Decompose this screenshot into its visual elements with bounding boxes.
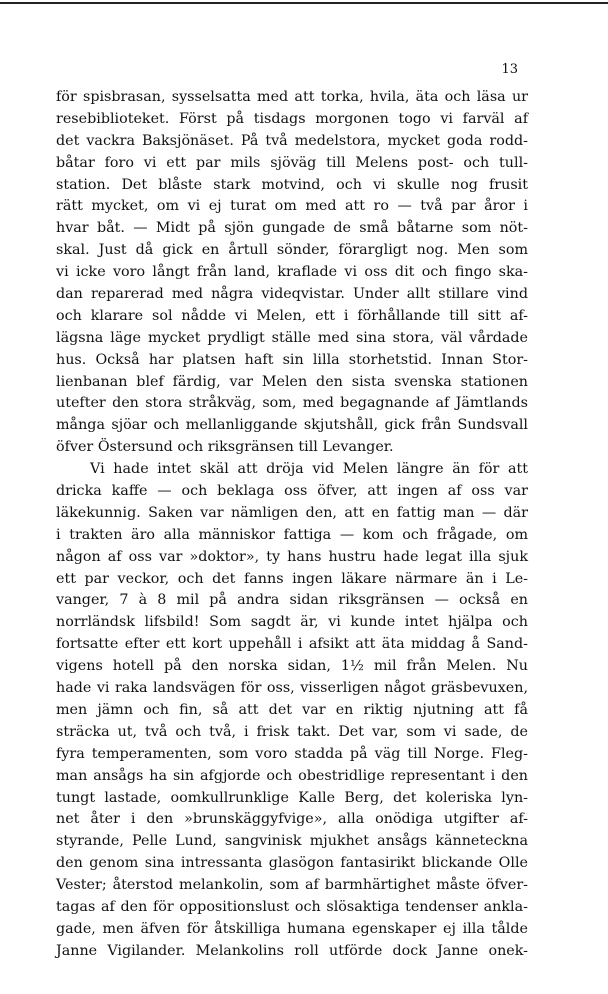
top-rule: [0, 2, 608, 4]
text-line: båtar foro vi ett par mils sjöväg till Melens post- och tull-: [56, 154, 528, 171]
text-line: det vackra Baksjönäset. På två medelstora, mycket goda rodd-: [56, 132, 528, 149]
text-line: fyra temperamenten, som voro stadda på väg till Norge. Fleg-: [56, 745, 528, 762]
text-line: styrande, Pelle Lund, sangvinisk mjukhet ansågs känneteckna: [56, 833, 528, 850]
text-line: tungt lastade, oomkullrunklige Kalle Berg, det koleriska lyn-: [56, 789, 528, 806]
text-line: net åter i den »brunskäggyfvige», alla onödiga utgifter af-: [56, 811, 528, 828]
text-line: utefter den stora stråkväg, som, med begagnande af Jämtlands: [56, 395, 528, 412]
text-line: resebiblioteket. Först på tisdags morgonen togo vi farväl af: [56, 110, 528, 127]
text-line: sträcka ut, två och två, i frisk takt. Det var, som vi sade, de: [56, 723, 528, 740]
text-line: gade, men äfven för åtskilliga humana egenskaper ej illa tålde: [56, 920, 528, 937]
text-line: någon af oss var »doktor», ty hans hustru hade legat illa sjuk: [56, 548, 528, 565]
text-line: vi icke voro långt från land, kraflade vi oss dit och fingo ska-: [56, 264, 528, 281]
text-line: för spisbrasan, sysselsatta med att torka, hvila, äta och läsa ur: [56, 89, 528, 105]
text-line: Vester; återstod melankolin, som af barmhärtighet måste öfver-: [56, 877, 528, 894]
body-text: [56, 87, 528, 963]
text-line: fortsatte efter ett kort uppehåll i afsikt att äta middag å Sand-: [56, 636, 528, 653]
text-line: lienbanan blef färdig, var Melen den sista svenska stationen: [56, 373, 528, 390]
text-line: den genom sina intressanta glasögon fantasirikt blickande Olle: [56, 855, 528, 872]
text-line: man ansågs ha sin afgjorde och obestridlige representant i den: [56, 767, 528, 784]
text-line: norrländsk lifsbild! Som sagdt är, vi kunde intet hjälpa och: [56, 614, 528, 631]
text-line: läkekunnig. Saken var nämligen den, att en fattig man — där: [56, 504, 528, 521]
text-line: men jämn och fin, så att det var en riktig njutning att få: [56, 701, 528, 718]
text-line: tagas af den för oppositionslust och slösaktiga tendenser ankla-: [56, 898, 528, 915]
text-line: många sjöar och mellanliggande skjutshåll, gick från Sundsvall: [56, 417, 528, 434]
text-line: hade vi raka landsvägen för oss, visserligen något gräsbevuxen,: [56, 680, 528, 697]
text-line: vanger, 7 à 8 mil på andra sidan riksgränsen — också en: [56, 592, 528, 609]
text-line: öfver Östersund och riksgränsen till Levanger.: [56, 439, 394, 456]
text-line: vigens hotell på den norska sidan, 1½ mil från Melen. Nu: [56, 658, 528, 675]
page-number: 13: [501, 62, 518, 77]
text-line: dricka kaffe — och beklaga oss öfver, att ingen af oss var: [56, 483, 528, 500]
text-line: skal. Just då gick en årtull sönder, förargligt nog. Men som: [56, 242, 528, 259]
text-line: lägsna läge mycket prydligt ställe med sina stora, väl vårdade: [56, 329, 528, 346]
text-line: hvar båt. — Midt på sjön gungade de små båtarne som nöt-: [56, 220, 528, 237]
text-line: Vi hade intet skäl att dröja vid Melen längre än för att: [90, 461, 528, 478]
text-line: i trakten äro alla människor fattiga — kom och frågade, om: [56, 526, 528, 543]
text-line: ett par veckor, och det fanns ingen läkare närmare än i Le-: [56, 570, 528, 587]
text-line: station. Det blåste stark motvind, och vi skulle nog frusit: [56, 176, 528, 193]
text-line: hus. Också har platsen haft sin lilla storhetstid. Innan Stor-: [56, 351, 528, 368]
text-line: och klarare sol nådde vi Melen, ett i förhållande till sitt af-: [56, 307, 528, 324]
text-line: dan reparerad med några videqvistar. Under allt stillare vind: [56, 286, 528, 303]
text-line: Janne Vigilander. Melankolins roll utförde dock Janne onek-: [56, 942, 528, 959]
text-line: rätt mycket, om vi ej turat om med att ro — två par åror i: [56, 198, 528, 215]
